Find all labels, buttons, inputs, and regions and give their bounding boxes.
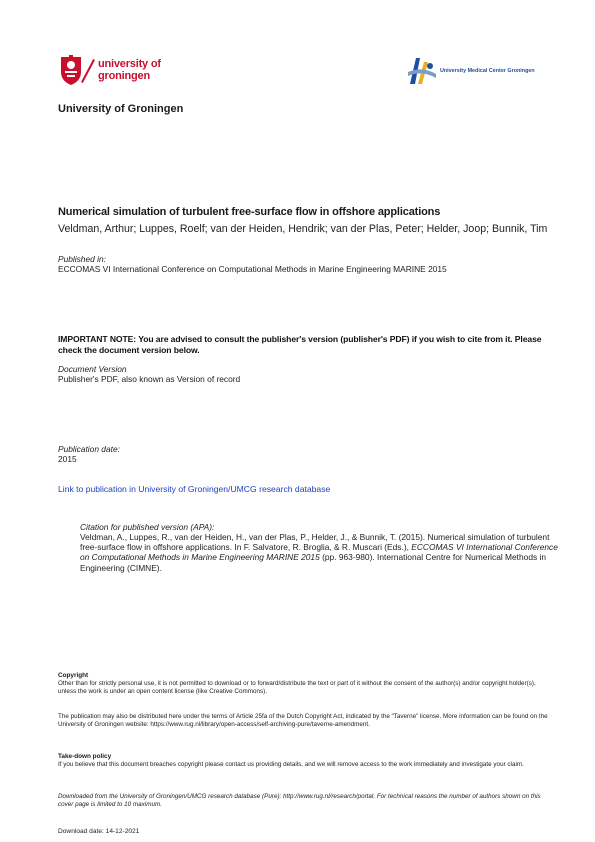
takedown-text: If you believe that this document breaches copyright please contact us providing details, and we will remove access to the work immediately and investigate your claim.	[58, 761, 524, 768]
download-date: Download date: 14-12-2021	[58, 828, 140, 835]
document-version-label: Document Version	[58, 364, 127, 374]
important-note: IMPORTANT NOTE: You are advised to consult the publisher's version (publisher's PDF) if you wish to cite from it. Please check the document version below.	[58, 334, 542, 355]
rug-wordmark: university of groningen	[98, 58, 161, 82]
copyright-text: Other than for strictly personal use, it is not permitted to download or to forward/distribute the text or part of it without the consent of the author(s) and/or copyright holder(s), unless the work is under an open content license (like Creative Commons).	[58, 680, 536, 695]
umcg-logo	[406, 54, 546, 88]
downloaded-from-text: Downloaded from the University of Groningen/UMCG research database (Pure): http://www.rug.nl/research/portal. For technical reasons the number of authors shown on this cover page is limited to 10 maximum.	[58, 793, 541, 808]
copyright-heading: Copyright	[58, 672, 89, 679]
citation-label: Citation for published version (APA):	[80, 522, 215, 532]
published-in-value: ECCOMAS VI International Conference on Computational Methods in Marine Engineering MARINE 2015	[58, 264, 447, 274]
university-of-groningen-logo	[58, 54, 208, 88]
publication-date-value: 2015	[58, 454, 77, 464]
takedown-heading: Take-down policy	[58, 753, 112, 760]
citation-text: Veldman, A., Luppes, R., van der Heiden, H., van der Plas, P., Helder, J., & Bunnik, T. (2015). Numerical simulation of turbulent free-surface flow in offshore applications. In F. Salvatore, R. Broglia, & R. Muscari (Eds.), ECCOMAS VI International Conference on Computational Methods in Marine Engineering MARINE 2015 (pp. 963-980). International Centre for Numerical Methods in Engineering (CIMNE).	[80, 532, 558, 573]
university-title: University of Groningen	[58, 103, 184, 115]
umcg-wordmark: University Medical Center Groningen	[440, 68, 535, 74]
published-in-label: Published in:	[58, 254, 106, 264]
publication-date-label: Publication date:	[58, 444, 120, 454]
umcg-mark-icon	[406, 54, 438, 88]
publication-title: Numerical simulation of turbulent free-surface flow in offshore applications	[58, 206, 441, 218]
publication-link[interactable]: Link to publication in University of Groningen/UMCG research database	[58, 484, 331, 494]
taverne-text: The publication may also be distributed here under the terms of Article 25fa of the Dutch Copyright Act, indicated by the “Taverne” license. More information can be found on the University of Groningen website: https://www.rug.nl/library/open-access/self-archiving-pure/taverne-amendment.	[58, 713, 548, 728]
document-version-value: Publisher's PDF, also known as Version of record	[58, 374, 241, 384]
authors: Veldman, Arthur; Luppes, Roelf; van der Heiden, Hendrik; van der Plas, Peter; Helder, Joop; Bunnik, Tim	[58, 223, 548, 235]
citation-proceedings-title: ECCOMAS VI International Conference on Computational Methods in Marine Engineering MARINE 2015	[80, 542, 558, 563]
